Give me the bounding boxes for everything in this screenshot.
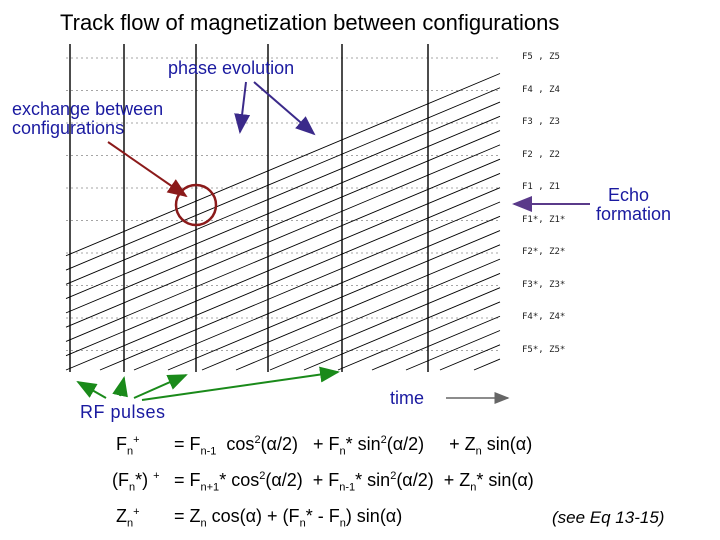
equation-3-rhs: = $Z_n$ $\cos(\alpha) + (F_n* - F_n)$ sin(α) — [174, 506, 403, 530]
phase-diagonal — [270, 273, 500, 370]
echo-label-line2: formation — [596, 204, 672, 224]
configuration-label: F5*, Z5* — [522, 344, 566, 355]
echo-label-line1: Echo — [608, 185, 650, 205]
phase-diagonal — [474, 359, 500, 370]
phase-diagonal — [100, 202, 500, 370]
equation-3-lhs: $Z_n^+$ — [116, 506, 140, 530]
phase-diagonal — [236, 259, 500, 370]
phase-diagonal — [202, 245, 500, 370]
phase-diagonal — [440, 345, 500, 370]
phase-diagonal — [66, 145, 500, 327]
phase-diagonal — [338, 302, 500, 370]
equation-1-rhs: = $F_{n-1}$ $\cos^2(\alpha/2) + F_n*$ $\sin^2(\alpha/2)$ + $Z_n$ sin(α) — [174, 434, 533, 458]
slide-title: Track flow of magnetization between configurations — [60, 10, 560, 35]
exchange-label-line2: configurations — [12, 118, 125, 138]
equation-2-rhs: = $F_{n+1}*$ $\cos^2(\alpha/2) + F_{n-1}*$ $\sin^2(\alpha/2) + Z_n*$ sin(α) — [174, 470, 534, 494]
time-label: time — [390, 388, 425, 408]
phase-diagonal — [134, 216, 500, 370]
phase-diagonal — [372, 316, 500, 370]
configuration-label: F4*, Z4* — [522, 312, 566, 322]
equation-1-lhs: $F_n^+$ — [116, 434, 140, 458]
phase-diagonal — [66, 116, 500, 298]
exchange-label — [12, 100, 163, 138]
phase-diagonal — [66, 188, 500, 370]
rf-arrow-1 — [78, 382, 106, 398]
phase-diagonal — [66, 173, 500, 355]
configuration-label: F5 , Z5 — [522, 52, 560, 62]
echo-label — [596, 186, 671, 224]
phase-arrow-right — [254, 82, 314, 134]
equation-reference: (see Eq 13-15) — [552, 508, 665, 527]
configuration-label: F2*, Z2* — [522, 247, 566, 257]
equation-2-lhs: $(F_n*)$ + — [112, 470, 160, 494]
rf-arrow-2 — [120, 378, 124, 396]
phase-diagonal — [168, 231, 500, 370]
configuration-label: F1 , Z1 — [522, 182, 560, 192]
phase-evolution-label: phase evolution — [168, 58, 295, 78]
configuration-label: F3*, Z3* — [522, 279, 566, 290]
rf-pulses-label: RF pulses — [80, 402, 166, 422]
phase-arrow-left — [240, 82, 246, 132]
configuration-label: F4 , Z4 — [522, 84, 560, 95]
exchange-label-line1: exchange between — [12, 99, 164, 119]
configuration-label: F3 , Z3 — [522, 117, 560, 127]
configuration-label: F1*, Z1* — [522, 214, 566, 225]
phase-diagonal — [66, 159, 500, 341]
rf-pulse-lines — [70, 44, 428, 372]
configuration-label: F2 , Z2 — [522, 149, 560, 160]
rf-arrow-4 — [142, 372, 338, 400]
